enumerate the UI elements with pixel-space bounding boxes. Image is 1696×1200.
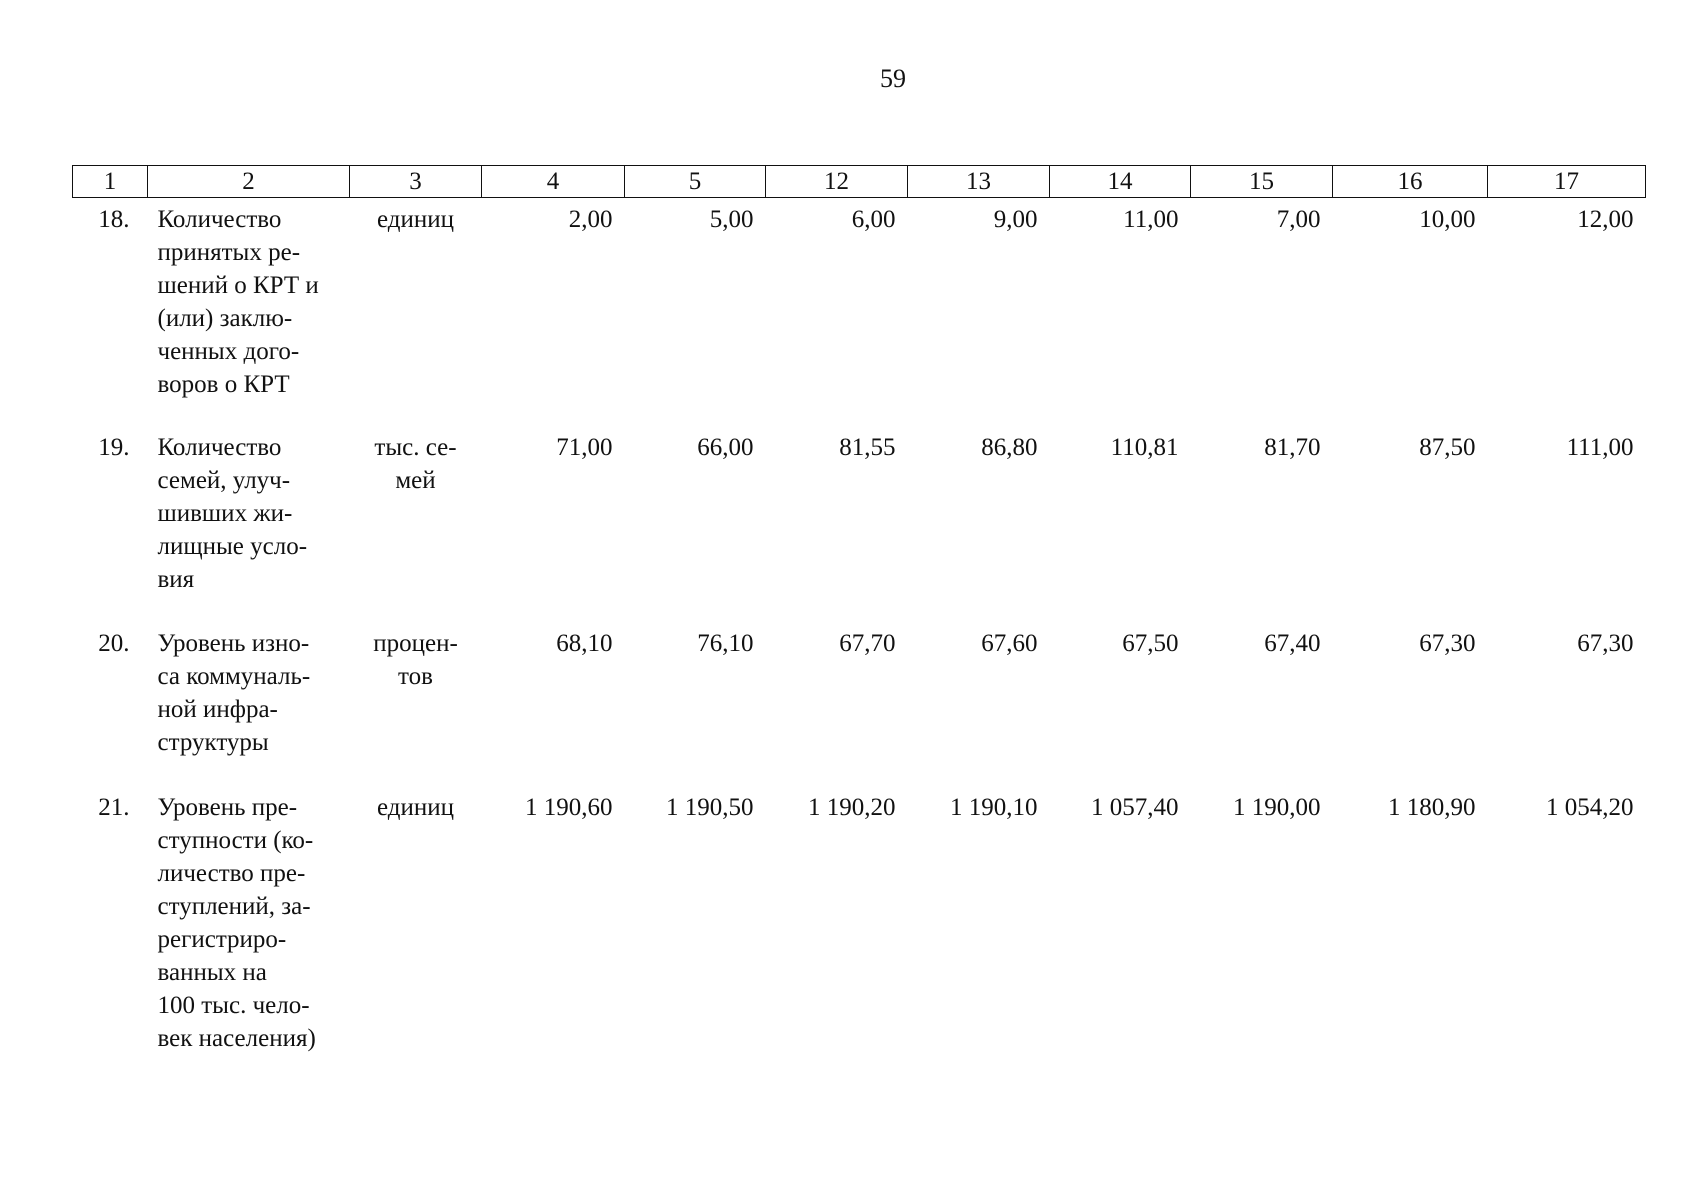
column-header: 4	[482, 166, 625, 198]
header-row	[73, 166, 1646, 198]
value-cell: 87,50	[1419, 434, 1476, 461]
value-cell: 67,50	[1122, 630, 1179, 657]
value-cell: 1 190,20	[808, 794, 896, 821]
indicator-name: Количество семей, улуч- шивших жи- лищные усло- вия	[157, 434, 308, 593]
value-cell: 81,55	[839, 434, 896, 461]
table-header	[73, 166, 1646, 198]
value-cell: 6,00	[851, 206, 896, 233]
value-cell: 66,00	[697, 434, 754, 461]
indicator-name: Уровень изно- са коммуналь- ной инфра- структуры	[157, 630, 311, 756]
column-header: 13	[908, 166, 1050, 198]
value-cell: 9,00	[993, 206, 1038, 233]
value-cell: 11,00	[1123, 206, 1179, 233]
value-cell: 12,00	[1577, 206, 1634, 233]
value-cell: 1 190,10	[950, 794, 1038, 821]
table-row	[73, 791, 1646, 1055]
column-header: 17	[1488, 166, 1646, 198]
value-cell: 67,70	[839, 630, 896, 657]
value-cell: 111,00	[1566, 434, 1634, 461]
value-cell: 1 190,60	[525, 794, 613, 821]
unit: единиц	[376, 206, 454, 233]
unit: единиц	[376, 794, 454, 821]
indicators-table	[72, 165, 1646, 1055]
value-cell: 67,60	[981, 630, 1038, 657]
value-cell: 81,70	[1264, 434, 1321, 461]
value-cell: 1 057,40	[1091, 794, 1179, 821]
unit: тыс. се- мей	[374, 434, 457, 494]
row-number: 21.	[98, 794, 130, 821]
row-number: 18.	[98, 206, 130, 233]
column-header: 5	[625, 166, 766, 198]
value-cell: 7,00	[1276, 206, 1321, 233]
column-header: 15	[1191, 166, 1333, 198]
table-row	[73, 431, 1646, 627]
indicator-name: Количество принятых ре- шений о КРТ и (или) заклю- ченных дого- воров о КРТ	[157, 206, 319, 398]
value-cell: 67,30	[1577, 630, 1634, 657]
value-cell: 5,00	[709, 206, 754, 233]
column-header: 3	[350, 166, 482, 198]
column-header: 14	[1050, 166, 1191, 198]
column-header: 12	[766, 166, 908, 198]
value-cell: 10,00	[1419, 206, 1476, 233]
page-number: 59	[880, 64, 906, 93]
row-number: 20.	[98, 630, 130, 657]
value-cell: 1 180,90	[1388, 794, 1476, 821]
value-cell: 68,10	[556, 630, 613, 657]
value-cell: 1 054,20	[1546, 794, 1634, 821]
value-cell: 76,10	[697, 630, 754, 657]
value-cell: 1 190,50	[666, 794, 754, 821]
table-row	[73, 627, 1646, 791]
value-cell: 86,80	[981, 434, 1038, 461]
table-row	[73, 198, 1646, 432]
value-cell: 110,81	[1110, 434, 1179, 461]
unit: процен- тов	[373, 630, 458, 690]
value-cell: 71,00	[556, 434, 613, 461]
column-header: 16	[1333, 166, 1488, 198]
value-cell: 67,30	[1419, 630, 1476, 657]
column-header: 1	[73, 166, 148, 198]
value-cell: 1 190,00	[1233, 794, 1321, 821]
value-cell: 67,40	[1264, 630, 1321, 657]
indicator-name: Уровень пре- ступности (ко- личество пре- ступлений, за- регистриро- ванных на 100 тыс. чело- век населения)	[157, 794, 316, 1052]
column-header: 2	[148, 166, 350, 198]
row-number: 19.	[98, 434, 130, 461]
value-cell: 2,00	[568, 206, 613, 233]
